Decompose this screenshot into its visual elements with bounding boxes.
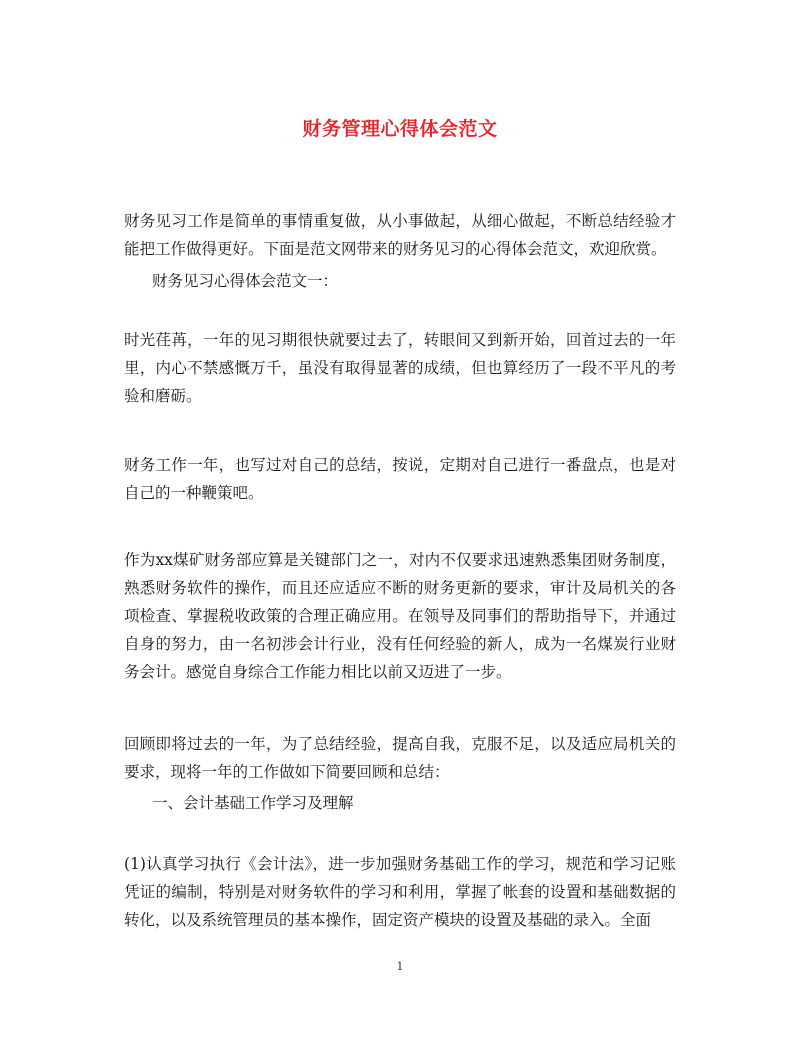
paragraph-body: 回顾即将过去的一年，为了总结经验，提高自我，克服不足，以及适应局机关的要求，现将一年的工作做如下简要回顾和总结： — [124, 735, 676, 781]
paragraph-body: 时光荏苒，一年的见习期很快就要过去了，转眼间又到新开始，回首过去的一年里，内心不禁感慨万千，虽没有取得显著的成绩，但也算经历了一段不平凡的考验和磨砺。 — [124, 331, 676, 405]
document-title: 财务管理心得体会范文 — [302, 118, 498, 140]
page-number: 1 — [396, 960, 404, 973]
paragraph-body: 作为xx煤矿财务部应算是关键部门之一，对内不仅要求迅速熟悉集团财务制度，熟悉财务软件的操作，而且还应适应不断的财务更新的要求，审计及局机关的各项检查、掌握税收政策的合理正确应用。在领导及同事们的帮助指导下，并通过自身的努力，由一名初涉会计行业，没有任何经验的新人，成为一名煤炭行业财务会计。感觉自身综合工作能力相比以前又迈进了一步。 — [124, 551, 676, 681]
paragraph-intro: 财务见习工作是简单的事情重复做，从小事做起，从细心做起，不断总结经验才能把工作做得更好。下面是范文网带来的财务见习的心得体会范文，欢迎欣赏。 — [124, 212, 676, 258]
paragraph-section-heading: 财务见习心得体会范文一： — [152, 272, 339, 290]
paragraph-body: 财务工作一年，也写过对自己的总结，按说，定期对自己进行一番盘点，也是对自己的一种鞭策吧。 — [124, 456, 676, 502]
paragraph-subheading: 一、会计基础工作学习及理解 — [152, 794, 354, 812]
paragraph-body: (1)认真学习执行《会计法》，进一步加强财务基础工作的学习，规范和学习记账凭证的编制，特别是对财务软件的学习和利用，掌握了帐套的设置和基础数据的转化，以及系统管理员的基本操作，固定资产模块的设置及基础的录入。全面 — [124, 855, 676, 929]
